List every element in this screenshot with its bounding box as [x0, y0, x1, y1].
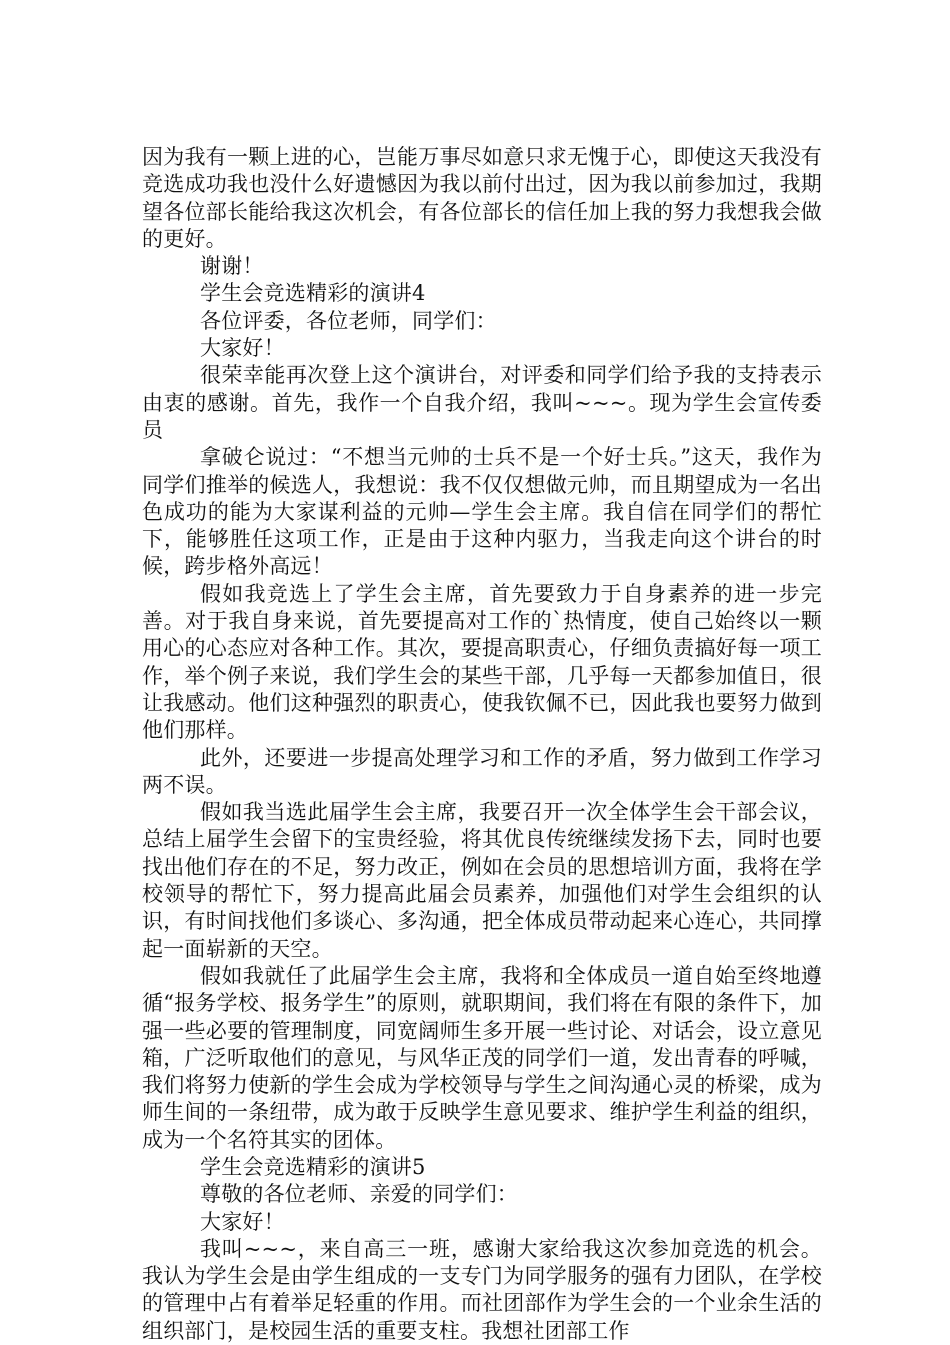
salutation: 各位评委，各位老师，同学们：: [200, 308, 497, 333]
greeting: 大家好！: [200, 336, 285, 361]
document-body: [142, 144, 822, 1345]
section-heading-4: 学生会竞选精彩的演讲4: [200, 281, 426, 306]
paragraph: 因为我有一颗上进的心，岂能万事尽如意只求无愧于心，即使这天我没有竞选成功我也没什么好遗憾因为我以前付出过，因为我以前参加过，我期望各位部长能给我这次机会，有各位部长的信任加上我的努力我想我会做的更好。: [142, 145, 822, 251]
section-heading-5: 学生会竞选精彩的演讲5: [200, 1154, 426, 1179]
paragraph: 拿破仑说过：“不想当元帅的士兵不是一个好士兵。”这天，我作为同学们推举的候选人，我想说：我不仅仅想做元帅，而且期望成为一名出色成功的能为大家谋利益的元帅—学生会主席。我自信在同学们的帮忙下，能够胜任这项工作，正是由于这种内驱力，当我走向这个讲台的时候，跨步格外高远！: [142, 445, 822, 579]
thanks-line: 谢谢！: [200, 254, 264, 279]
paragraph: 假如我当选此届学生会主席，我要召开一次全体学生会干部会议，总结上届学生会留下的宝贵经验，将其优良传统继续发扬下去，同时也要找出他们存在的不足，努力改正，例如在会员的思想培训方面，我将在学校领导的帮忙下，努力提高此届会员素养，加强他们对学生会组织的认识，有时间找他们多谈心、多沟通，把全体成员带动起来心连心，共同撑起一面崭新的天空。: [142, 800, 822, 961]
paragraph: 假如我就任了此届学生会主席，我将和全体成员一道自始至终地遵循“报务学校、报务学生”的原则，就职期间，我们将在有限的条件下，加强一些必要的管理制度，同宽阔师生多开展一些讨论、对话会，设立意见箱，广泛听取他们的意见，与风华正茂的同学们一道，发出青春的呼喊，我们将努力使新的学生会成为学校领导与学生之间沟通心灵的桥梁，成为师生间的一条纽带，成为敢于反映学生意见要求、维护学生利益的组织，成为一个名符其实的团体。: [142, 963, 822, 1152]
greeting: 大家好！: [200, 1209, 285, 1234]
paragraph: 此外，还要进一步提高处理学习和工作的矛盾，努力做到工作学习两不误。: [142, 745, 822, 797]
paragraph: 很荣幸能再次登上这个演讲台，对评委和同学们给予我的支持表示由衷的感谢。首先，我作一个自我介绍，我叫~~~。现为学生会宣传委员: [142, 363, 822, 442]
paragraph: 假如我竞选上了学生会主席，首先要致力于自身素养的进一步完善。对于我自身来说，首先要提高对工作的`热情度，使自己始终以一颗用心的心态应对各种工作。其次，要提高职责心，仔细负责搞好每一项工作，举个例子来说，我们学生会的某些干部，几乎每一天都参加值日，很让我感动。他们这种强烈的职责心，使我钦佩不已，因此我也要努力做到他们那样。: [142, 581, 822, 743]
paragraph: 我叫~~~，来自高三一班，感谢大家给我这次参加竞选的机会。我认为学生会是由学生组成的一支专门为同学服务的强有力团队，在学校的管理中占有着举足轻重的作用。而社团部作为学生会的一个业余生活的组织部门，是校园生活的重要支柱。我想社团部工作: [142, 1236, 822, 1343]
salutation: 尊敬的各位老师、亲爱的同学们：: [200, 1182, 518, 1207]
